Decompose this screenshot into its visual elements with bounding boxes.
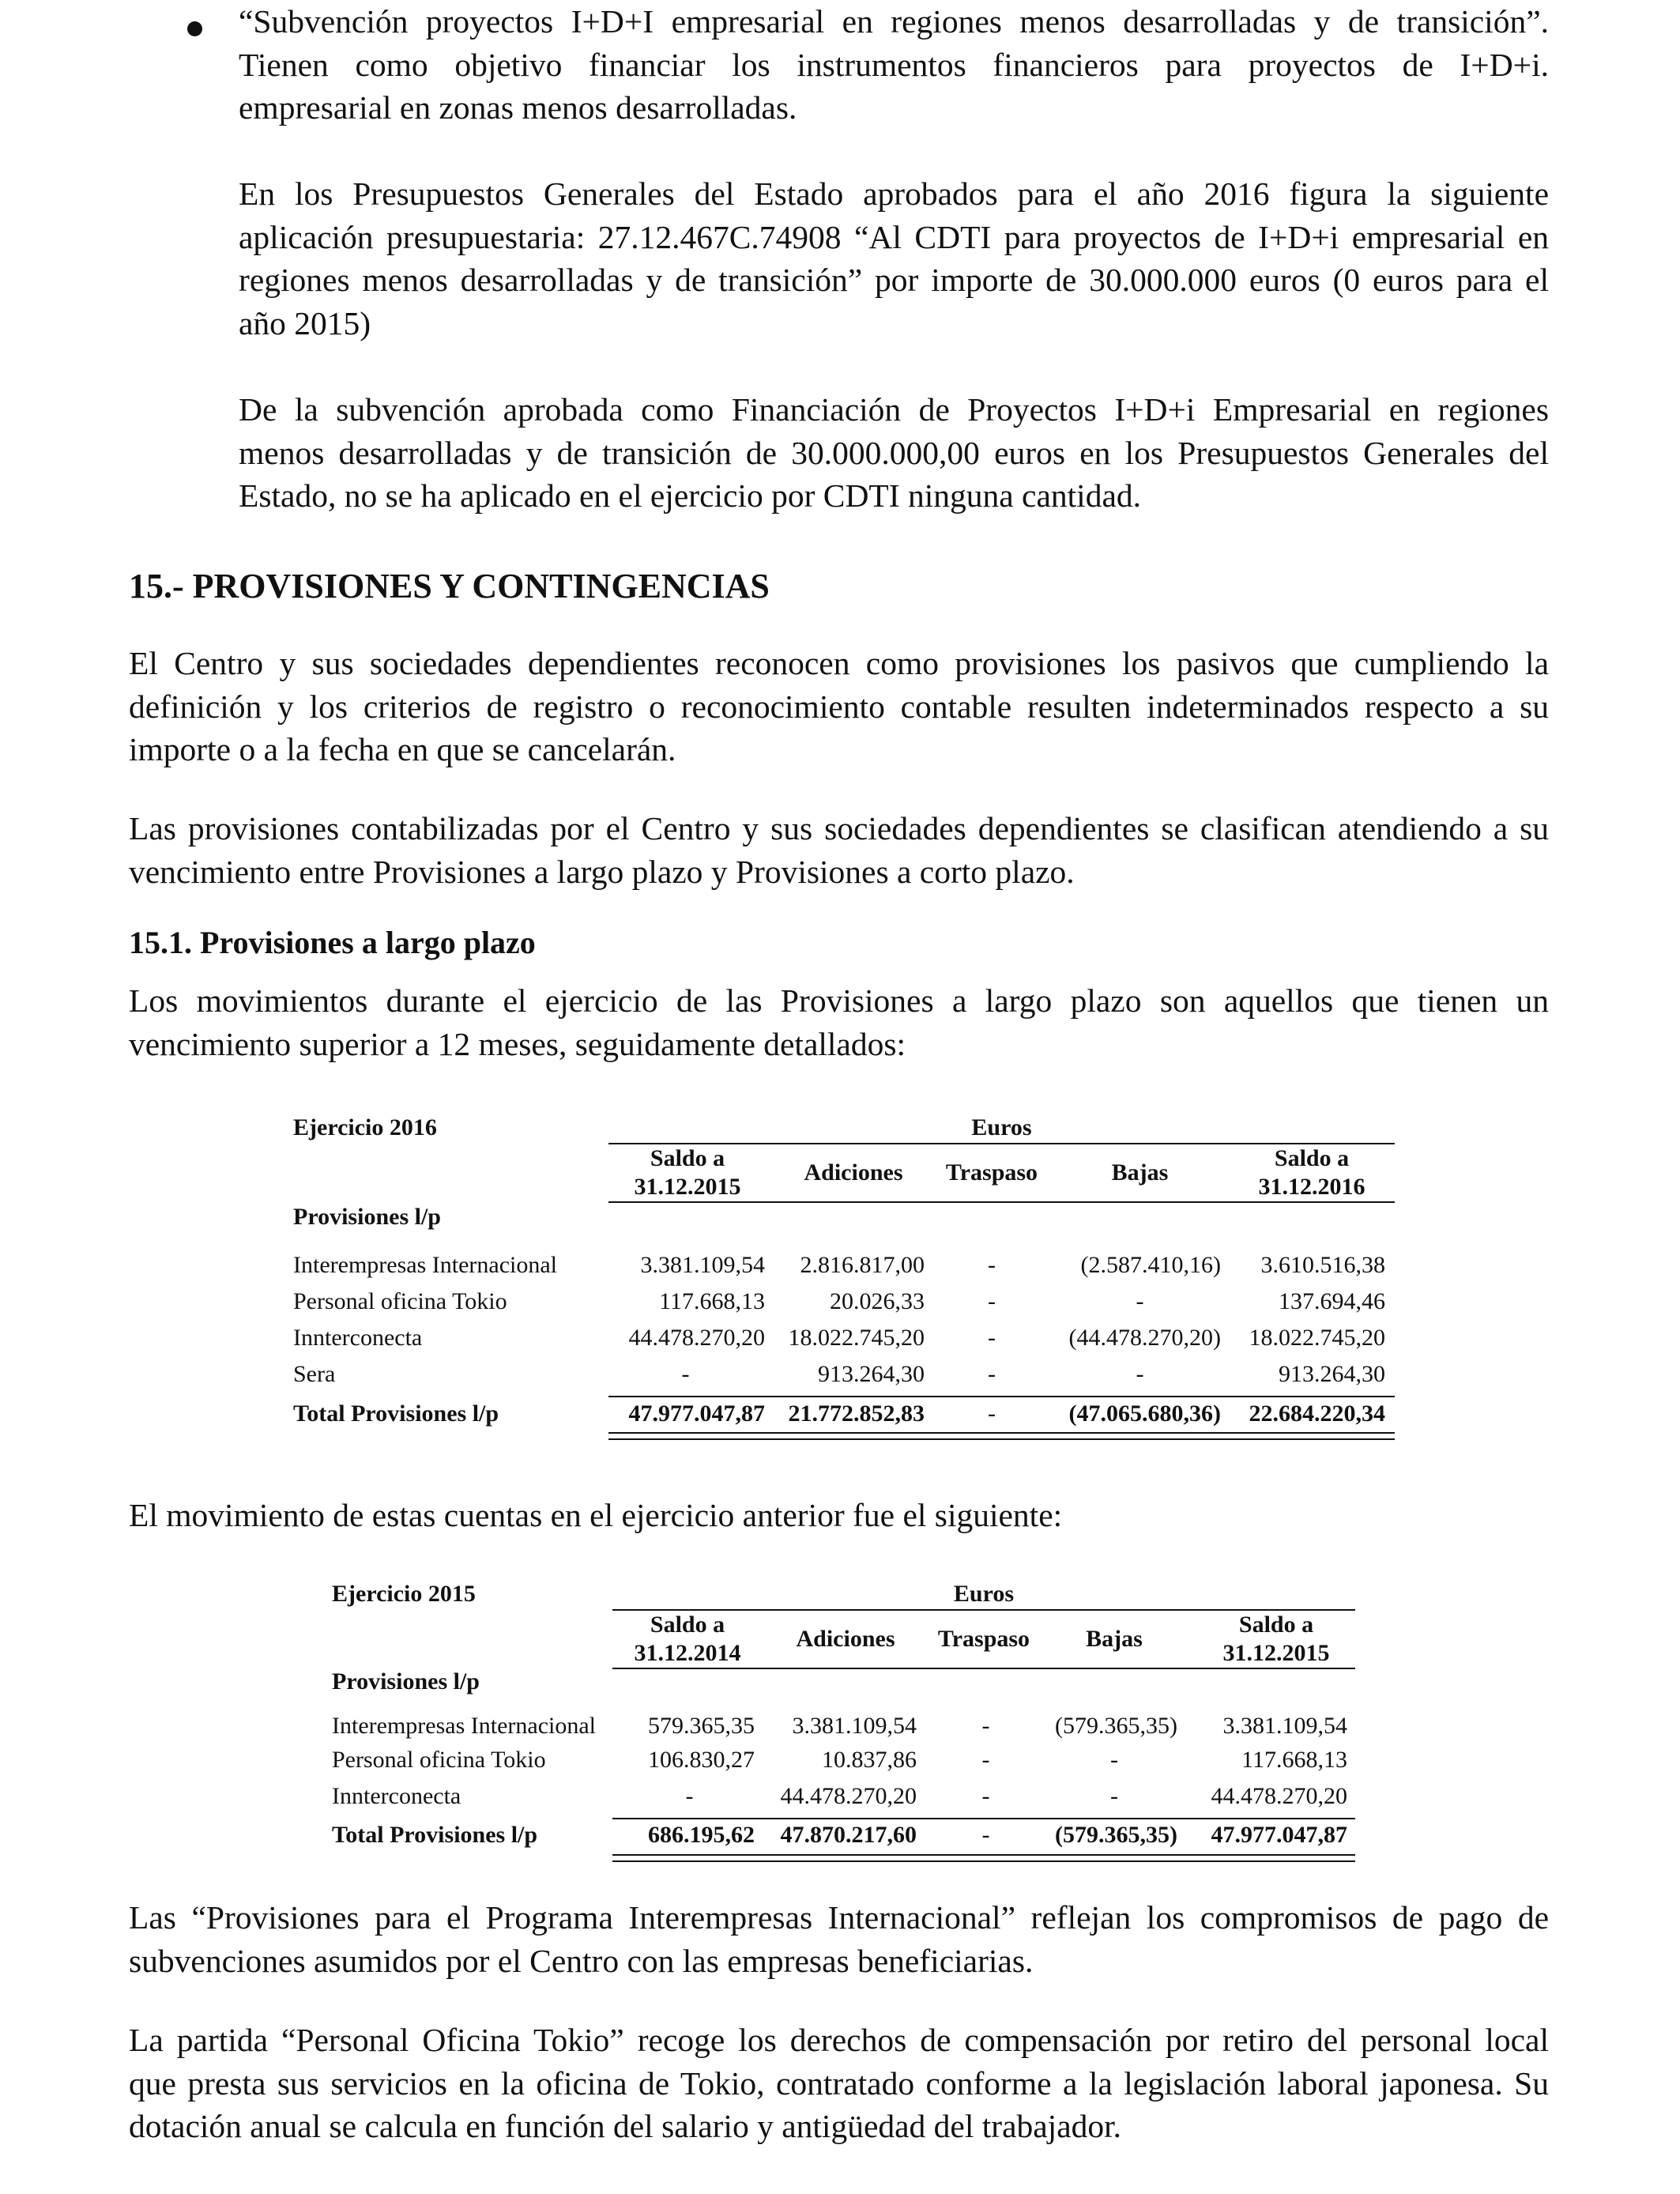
line: definición y los criterios de registro o reconocimiento contable resulten indeterminados respecto a su	[129, 688, 1549, 725]
cell-traspaso: -	[981, 1783, 990, 1809]
line: subvenciones asumidos por el Centro con las empresas beneficiarias.	[129, 1942, 1034, 1979]
col-saldo-fin-line1: Saldo a	[1274, 1145, 1350, 1171]
paragraph-movimientos	[129, 979, 1549, 1065]
line: La partida “Personal Oficina Tokio” recoge los derechos de compensación por retiro del personal local	[129, 2022, 1549, 2058]
total-traspaso: -	[988, 1400, 996, 1427]
line: Las provisiones contabilizadas por el Centro y sus sociedades dependientes se clasifican atendiendo a su	[129, 810, 1549, 846]
cell-traspaso: -	[988, 1361, 996, 1387]
paragraph-subvencion	[239, 388, 1549, 518]
cell-adiciones: 913.264,30	[818, 1361, 925, 1387]
col-saldo-fin-line1: Saldo a	[1238, 1612, 1314, 1638]
double-underline	[608, 1432, 1395, 1434]
cell-saldo-fin: 137.694,46	[1279, 1288, 1385, 1314]
line: Estado, no se ha aplicado en el ejercicio por CDTI ninguna cantidad.	[239, 477, 1141, 514]
paragraph-presupuestos	[239, 172, 1549, 345]
subsection-title: 15.1. Provisiones a largo plazo	[129, 925, 536, 960]
total-saldo-fin: 22.684.220,34	[1249, 1400, 1385, 1427]
line: año 2015)	[239, 304, 371, 341]
total-rule	[612, 1818, 1355, 1819]
header-rule	[612, 1668, 1355, 1669]
total-label: Total Provisiones l/p	[332, 1822, 538, 1848]
total-saldo-ini: 686.195,62	[648, 1822, 755, 1848]
row-label: Innterconecta	[293, 1325, 423, 1351]
col-saldo-ini-line2: 31.12.2014	[634, 1640, 741, 1666]
total-label: Total Provisiones l/p	[293, 1400, 499, 1427]
col-saldo-fin-line2: 31.12.2015	[1222, 1640, 1330, 1666]
paragraph-tokio	[129, 2019, 1549, 2148]
line: Tienen como objetivo financiar los instrumentos financieros para proyectos de I+D+i.	[239, 46, 1549, 83]
header-rule	[608, 1143, 1395, 1144]
table-euros-header: Euros	[971, 1114, 1032, 1140]
line: dotación anual se calcula en función del salario y antigüedad del trabajador.	[129, 2108, 1122, 2144]
col-traspaso: Traspaso	[945, 1159, 1038, 1186]
header-rule	[608, 1201, 1395, 1203]
cell-bajas: -	[1110, 1783, 1118, 1809]
cell-bajas: -	[1136, 1361, 1144, 1387]
line: menos desarrolladas y de transición de 30.000.000,00 euros en los Presupuestos Generales del	[239, 434, 1549, 471]
cell-traspaso: -	[988, 1288, 996, 1314]
col-bajas: Bajas	[1086, 1626, 1143, 1652]
line: importe o a la fecha en que se cancelarán.	[129, 731, 676, 767]
col-saldo-ini-line1: Saldo a	[650, 1612, 725, 1638]
cell-traspaso: -	[981, 1747, 990, 1773]
bullet-icon	[187, 21, 202, 36]
cell-adiciones: 20.026,33	[830, 1288, 925, 1314]
col-adiciones: Adiciones	[796, 1626, 895, 1652]
cell-bajas: (579.365,35)	[1055, 1713, 1177, 1739]
table-ejercicio-label: Ejercicio 2016	[293, 1114, 437, 1140]
cell-saldo-fin: 117.668,13	[1241, 1747, 1347, 1773]
col-bajas: Bajas	[1111, 1159, 1169, 1186]
paragraph-interempresas	[129, 1896, 1549, 1982]
double-underline	[612, 1860, 1355, 1862]
cell-saldo-ini: 44.478.270,20	[628, 1325, 765, 1351]
cell-saldo-fin: 18.022.745,20	[1249, 1325, 1385, 1351]
row-label: Interempresas Internacional	[332, 1713, 596, 1739]
section-title: 15.- PROVISIONES Y CONTINGENCIAS	[129, 567, 770, 605]
cell-bajas: -	[1136, 1288, 1144, 1314]
cell-saldo-fin: 913.264,30	[1279, 1361, 1385, 1387]
header-rule	[612, 1609, 1355, 1611]
cell-traspaso: -	[981, 1713, 990, 1739]
line: vencimiento entre Provisiones a largo plazo y Provisiones a corto plazo.	[129, 853, 1075, 890]
cell-saldo-fin: 3.610.516,38	[1260, 1252, 1385, 1278]
col-adiciones: Adiciones	[804, 1159, 903, 1186]
line: regiones menos desarrolladas y de transición” por importe de 30.000.000 euros (0 euros para el	[239, 262, 1549, 298]
col-saldo-ini-line2: 31.12.2015	[634, 1174, 741, 1200]
total-adiciones: 21.772.852,83	[788, 1400, 925, 1427]
paragraph-anterior	[129, 1494, 1549, 1537]
line: Las “Provisiones para el Programa Interempresas Internacional” reflejan los compromisos de pago de	[129, 1899, 1549, 1936]
row-label: Sera	[293, 1361, 336, 1387]
line: Los movimientos durante el ejercicio de las Provisiones a largo plazo son aquellos que tienen un	[129, 982, 1549, 1019]
group-label: Provisiones l/p	[293, 1204, 441, 1230]
col-traspaso: Traspaso	[937, 1626, 1030, 1652]
cell-saldo-ini: 579.365,35	[648, 1713, 755, 1739]
cell-adiciones: 18.022.745,20	[788, 1325, 925, 1351]
row-label: Innterconecta	[332, 1783, 461, 1809]
cell-adiciones: 2.816.817,00	[800, 1252, 925, 1278]
cell-adiciones: 3.381.109,54	[792, 1713, 917, 1739]
cell-adiciones: 10.837,86	[822, 1747, 917, 1773]
group-label: Provisiones l/p	[332, 1668, 480, 1695]
cell-bajas: -	[1110, 1747, 1118, 1773]
total-rule	[608, 1396, 1395, 1397]
total-adiciones: 47.870.217,60	[780, 1822, 917, 1848]
cell-adiciones: 44.478.270,20	[780, 1783, 917, 1809]
line: De la subvención aprobada como Financiación de Proyectos I+D+i Empresarial en regiones	[239, 391, 1549, 428]
double-underline	[608, 1438, 1395, 1440]
line: El movimiento de estas cuentas en el ejercicio anterior fue el siguiente:	[129, 1497, 1063, 1533]
total-saldo-ini: 47.977.047,87	[628, 1400, 765, 1427]
col-saldo-ini-line1: Saldo a	[650, 1145, 725, 1171]
line: que presta sus servicios en la oficina de Tokio, contratado conforme a la legislación laboral japonesa. Su	[129, 2064, 1549, 2102]
cell-bajas: (2.587.410,16)	[1080, 1252, 1221, 1278]
cell-saldo-fin: 3.381.109,54	[1222, 1713, 1347, 1739]
line: aplicación presupuestaria: 27.12.467C.74908 “Al CDTI para proyectos de I+D+i empresarial en	[239, 218, 1549, 255]
row-label: Personal oficina Tokio	[293, 1288, 507, 1314]
total-traspaso: -	[981, 1822, 990, 1848]
table-ejercicio-label: Ejercicio 2015	[332, 1581, 476, 1607]
row-label: Personal oficina Tokio	[332, 1747, 546, 1773]
line: vencimiento superior a 12 meses, seguidamente detallados:	[129, 1025, 906, 1062]
cell-bajas: (44.478.270,20)	[1068, 1325, 1221, 1351]
cell-saldo-ini: 3.381.109,54	[640, 1252, 765, 1278]
paragraph-centro	[129, 642, 1549, 771]
cell-saldo-ini: 117.668,13	[659, 1288, 765, 1314]
cell-saldo-ini: -	[685, 1783, 694, 1809]
cell-traspaso: -	[988, 1252, 996, 1278]
cell-saldo-ini: -	[681, 1361, 690, 1387]
row-label: Interempresas Internacional	[293, 1252, 557, 1278]
cell-traspaso: -	[988, 1325, 996, 1351]
line: En los Presupuestos Generales del Estado aprobados para el año 2016 figura la siguiente	[239, 175, 1549, 212]
paragraph-clasifican	[129, 807, 1549, 893]
line: El Centro y sus sociedades dependientes reconocen como provisiones los pasivos que cumpliendo la	[129, 645, 1549, 681]
table-euros-header: Euros	[953, 1581, 1015, 1607]
cell-saldo-ini: 106.830,27	[648, 1747, 755, 1773]
total-saldo-fin: 47.977.047,87	[1211, 1822, 1347, 1848]
bullet-paragraph	[239, 0, 1549, 130]
cell-saldo-fin: 44.478.270,20	[1211, 1783, 1347, 1809]
total-bajas: (579.365,35)	[1055, 1822, 1177, 1848]
total-bajas: (47.065.680,36)	[1068, 1400, 1221, 1427]
line: “Subvención proyectos I+D+I empresarial en regiones menos desarrolladas y de transición”.	[239, 3, 1549, 40]
line: empresarial en zonas menos desarrolladas.	[239, 89, 797, 126]
double-underline	[612, 1854, 1355, 1856]
col-saldo-fin-line2: 31.12.2016	[1258, 1174, 1365, 1200]
